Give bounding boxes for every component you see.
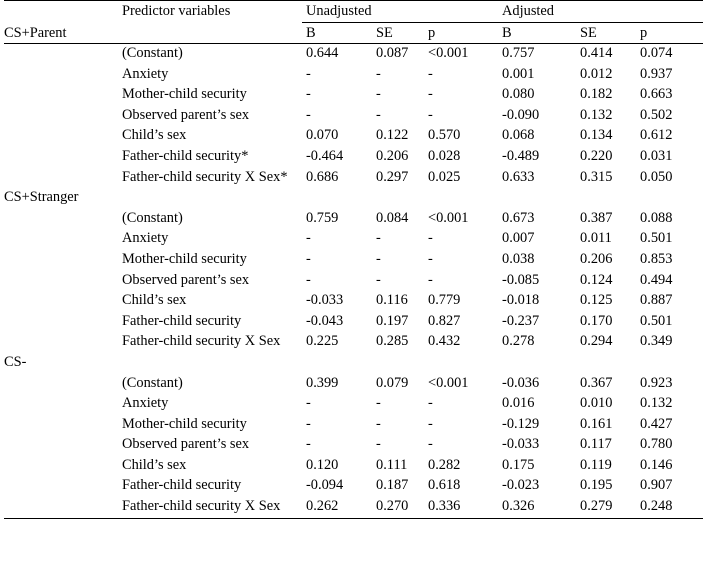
cell-unadjusted-p: <0.001 <box>428 374 469 391</box>
table-row <box>4 250 703 271</box>
group-spacer-cell <box>4 147 118 168</box>
cell-unadjusted-b: -0.094 <box>306 477 344 494</box>
cell-adjusted-b: -0.036 <box>502 374 540 391</box>
header-adjusted-b: B <box>498 23 576 44</box>
cell-predictor: (Constant) <box>122 374 183 391</box>
cell-unadjusted-b: -0.033 <box>306 292 344 309</box>
cell-unadjusted-se: 0.270 <box>376 498 409 515</box>
cell-predictor: Father-child security X Sex* <box>122 168 288 185</box>
cell-unadjusted-se: - <box>376 250 381 267</box>
cell-unadjusted-p: 0.336 <box>428 498 461 515</box>
cell-adjusted-p: 0.501 <box>640 230 673 247</box>
cell-adjusted-b: 0.673 <box>502 209 535 226</box>
cell-unadjusted-b: -0.043 <box>306 312 344 329</box>
cell-predictor: Observed parent’s sex <box>122 436 250 453</box>
cell-unadjusted-p: - <box>428 436 433 453</box>
cell-predictor: Anxiety <box>122 230 169 247</box>
cell-adjusted-se: 0.134 <box>580 127 613 144</box>
empty-cell <box>118 188 302 209</box>
cell-adjusted-se: 0.367 <box>580 374 613 391</box>
header-unadjusted-p: p <box>424 23 498 44</box>
cell-unadjusted-b: - <box>306 65 311 82</box>
cell-unadjusted-se: 0.122 <box>376 127 409 144</box>
cell-unadjusted-p: - <box>428 415 433 432</box>
empty-cell <box>302 188 372 209</box>
table-row <box>4 332 703 353</box>
cell-adjusted-se: 0.170 <box>580 312 613 329</box>
cell-predictor: Observed parent’s sex <box>122 271 250 288</box>
group-spacer-cell <box>4 456 118 477</box>
cell-adjusted-p: 0.501 <box>640 312 673 329</box>
table-row <box>4 85 703 106</box>
cell-adjusted-b: -0.090 <box>502 106 540 123</box>
table-row <box>4 126 703 147</box>
cell-adjusted-p: 0.907 <box>640 477 673 494</box>
cell-adjusted-p: 0.612 <box>640 127 673 144</box>
cell-unadjusted-se: - <box>376 395 381 412</box>
cell-unadjusted-p: 0.432 <box>428 333 461 350</box>
cell-adjusted-b: -0.085 <box>502 271 540 288</box>
cell-adjusted-se: 0.125 <box>580 292 613 309</box>
table-row <box>4 147 703 168</box>
cell-adjusted-se: 0.206 <box>580 250 613 267</box>
empty-cell <box>636 188 703 209</box>
cell-adjusted-p: 0.031 <box>640 147 673 164</box>
table-row <box>4 374 703 395</box>
cell-unadjusted-p: <0.001 <box>428 209 469 226</box>
group-spacer-cell <box>4 415 118 436</box>
cell-adjusted-se: 0.132 <box>580 106 613 123</box>
cell-unadjusted-se: - <box>376 106 381 123</box>
group-spacer-cell <box>4 332 118 353</box>
group-spacer-cell <box>4 65 118 86</box>
cell-predictor: (Constant) <box>122 209 183 226</box>
cell-adjusted-b: 0.016 <box>502 395 535 412</box>
cell-predictor: Observed parent’s sex <box>122 106 250 123</box>
cell-adjusted-se: 0.011 <box>580 230 612 247</box>
cell-unadjusted-se: - <box>376 271 381 288</box>
group-spacer-cell <box>4 497 118 518</box>
cell-predictor: Father-child security <box>122 477 242 494</box>
cell-unadjusted-b: - <box>306 86 311 103</box>
cell-unadjusted-p: - <box>428 106 433 123</box>
cell-unadjusted-b: 0.120 <box>306 456 339 473</box>
cell-unadjusted-b: - <box>306 395 311 412</box>
cell-unadjusted-p: - <box>428 65 433 82</box>
empty-cell <box>636 353 703 374</box>
cell-predictor: Child’s sex <box>122 292 187 309</box>
cell-unadjusted-b: 0.759 <box>306 209 339 226</box>
cell-predictor: Mother-child security <box>122 86 247 103</box>
empty-cell <box>424 188 498 209</box>
table-row <box>4 312 703 333</box>
group-label-row <box>4 353 703 374</box>
cell-unadjusted-se: 0.187 <box>376 477 409 494</box>
cell-adjusted-b: 0.038 <box>502 250 535 267</box>
header-unadjusted-se: SE <box>372 23 424 44</box>
cell-unadjusted-b: - <box>306 436 311 453</box>
cell-predictor: Father-child security* <box>122 147 249 164</box>
empty-cell <box>118 353 302 374</box>
group-spacer-cell <box>4 126 118 147</box>
cell-unadjusted-b: - <box>306 271 311 288</box>
cell-adjusted-p: 0.427 <box>640 415 673 432</box>
cell-unadjusted-se: - <box>376 230 381 247</box>
cell-adjusted-se: 0.387 <box>580 209 613 226</box>
header-row-top <box>4 1 703 23</box>
cell-unadjusted-p: - <box>428 395 433 412</box>
cell-predictor: Anxiety <box>122 395 169 412</box>
empty-cell <box>576 188 636 209</box>
group-spacer-cell <box>4 435 118 456</box>
cell-unadjusted-p: - <box>428 271 433 288</box>
cell-adjusted-se: 0.182 <box>580 86 613 103</box>
cell-predictor: Mother-child security <box>122 250 247 267</box>
cell-unadjusted-se: 0.116 <box>376 292 408 309</box>
cell-unadjusted-b: - <box>306 230 311 247</box>
cell-adjusted-b: -0.489 <box>502 147 540 164</box>
group-spacer-cell <box>4 312 118 333</box>
cell-unadjusted-b: - <box>306 250 311 267</box>
cell-unadjusted-p: - <box>428 250 433 267</box>
group-spacer-cell <box>4 394 118 415</box>
cell-unadjusted-p: 0.025 <box>428 168 461 185</box>
cell-predictor: (Constant) <box>122 45 183 61</box>
table-row <box>4 229 703 250</box>
table-row <box>4 435 703 456</box>
cell-unadjusted-p: 0.618 <box>428 477 461 494</box>
table-row <box>4 106 703 127</box>
cell-adjusted-p: 0.146 <box>640 456 673 473</box>
group-spacer-cell <box>4 209 118 230</box>
cell-predictor: Child’s sex <box>122 456 187 473</box>
empty-cell <box>498 188 576 209</box>
cell-unadjusted-se: - <box>376 436 381 453</box>
cell-adjusted-p: 0.088 <box>640 209 673 226</box>
group-spacer-cell <box>4 374 118 395</box>
cell-adjusted-p: 0.132 <box>640 395 673 412</box>
cell-adjusted-se: 0.161 <box>580 415 613 432</box>
cell-adjusted-p: 0.074 <box>640 45 673 61</box>
table-row <box>4 394 703 415</box>
cell-adjusted-p: 0.494 <box>640 271 673 288</box>
cell-adjusted-p: 0.050 <box>640 168 673 185</box>
table-body <box>4 1 703 519</box>
header-adjusted-p: p <box>636 23 703 44</box>
cell-adjusted-b: 0.326 <box>502 498 535 515</box>
cell-unadjusted-se: 0.206 <box>376 147 409 164</box>
group-spacer-cell <box>4 476 118 497</box>
cell-adjusted-se: 0.012 <box>580 65 613 82</box>
empty-cell <box>302 353 372 374</box>
cell-adjusted-se: 0.195 <box>580 477 613 494</box>
empty-cell <box>498 353 576 374</box>
cell-adjusted-p: 0.349 <box>640 333 673 350</box>
cell-unadjusted-p: 0.827 <box>428 312 461 329</box>
group-spacer-cell <box>4 44 118 65</box>
cell-unadjusted-b: - <box>306 106 311 123</box>
group-spacer-cell <box>4 168 118 189</box>
cell-adjusted-b: 0.080 <box>502 86 535 103</box>
cell-unadjusted-p: 0.779 <box>428 292 461 309</box>
empty-cell <box>372 188 424 209</box>
cell-unadjusted-p: 0.028 <box>428 147 461 164</box>
cell-adjusted-b: -0.237 <box>502 312 540 329</box>
table-row <box>4 65 703 86</box>
header-unadjusted-b: B <box>302 23 372 44</box>
cell-unadjusted-b: 0.262 <box>306 498 339 515</box>
cell-adjusted-b: -0.018 <box>502 292 540 309</box>
cell-adjusted-b: 0.633 <box>502 168 535 185</box>
header-adjusted: Adjusted <box>498 1 703 23</box>
cell-adjusted-se: 0.010 <box>580 395 613 412</box>
cell-adjusted-b: 0.068 <box>502 127 535 144</box>
cell-adjusted-se: 0.117 <box>580 436 612 453</box>
table-row <box>4 44 703 65</box>
table-row <box>4 291 703 312</box>
cell-adjusted-p: 0.502 <box>640 106 673 123</box>
header-predictor-variables: Predictor variables <box>122 3 231 19</box>
cell-adjusted-se: 0.294 <box>580 333 613 350</box>
cell-unadjusted-b: -0.464 <box>306 147 344 164</box>
regression-table <box>4 0 703 519</box>
cell-adjusted-b: 0.278 <box>502 333 535 350</box>
cell-adjusted-se: 0.124 <box>580 271 613 288</box>
cell-unadjusted-se: 0.111 <box>376 456 408 473</box>
cell-unadjusted-p: - <box>428 230 433 247</box>
table-row <box>4 271 703 292</box>
cell-predictor: Anxiety <box>122 65 169 82</box>
cell-adjusted-p: 0.887 <box>640 292 673 309</box>
cell-adjusted-b: 0.007 <box>502 230 535 247</box>
cell-unadjusted-b: 0.070 <box>306 127 339 144</box>
cell-unadjusted-se: 0.285 <box>376 333 409 350</box>
cell-adjusted-p: 0.780 <box>640 436 673 453</box>
cell-adjusted-b: -0.033 <box>502 436 540 453</box>
header-row-sub <box>4 23 703 44</box>
table-row <box>4 456 703 477</box>
cell-adjusted-b: 0.757 <box>502 45 535 61</box>
cell-unadjusted-se: - <box>376 86 381 103</box>
empty-cell <box>372 353 424 374</box>
table-row <box>4 476 703 497</box>
group-spacer-cell <box>4 291 118 312</box>
group-label: CS- <box>4 353 27 370</box>
cell-unadjusted-p: 0.570 <box>428 127 461 144</box>
cell-adjusted-p: 0.663 <box>640 86 673 103</box>
cell-adjusted-se: 0.279 <box>580 498 613 515</box>
cell-unadjusted-se: 0.297 <box>376 168 409 185</box>
group-label: CS+Stranger <box>4 189 79 206</box>
cell-adjusted-p: 0.853 <box>640 250 673 267</box>
group-spacer-cell <box>4 271 118 292</box>
group-spacer-cell <box>4 85 118 106</box>
cell-adjusted-b: -0.023 <box>502 477 540 494</box>
cell-predictor: Father-child security <box>122 312 242 329</box>
cell-adjusted-p: 0.937 <box>640 65 673 82</box>
header-unadjusted: Unadjusted <box>302 1 498 23</box>
cell-unadjusted-p: - <box>428 86 433 103</box>
cell-unadjusted-se: - <box>376 415 381 432</box>
cell-unadjusted-b: 0.399 <box>306 374 339 391</box>
header-first-group-label: CS+Parent <box>4 24 67 41</box>
cell-unadjusted-p: <0.001 <box>428 45 469 61</box>
header-empty-cell <box>118 23 302 44</box>
cell-adjusted-p: 0.248 <box>640 498 673 515</box>
cell-adjusted-b: 0.001 <box>502 65 535 82</box>
group-spacer-cell <box>4 229 118 250</box>
cell-predictor: Mother-child security <box>122 415 247 432</box>
group-spacer-cell <box>4 250 118 271</box>
group-label-row <box>4 188 703 209</box>
cell-predictor: Father-child security X Sex <box>122 498 281 515</box>
table-row <box>4 415 703 436</box>
table-row <box>4 168 703 189</box>
cell-unadjusted-se: 0.079 <box>376 374 409 391</box>
cell-adjusted-b: -0.129 <box>502 415 540 432</box>
table-row <box>4 497 703 518</box>
group-spacer-cell <box>4 106 118 127</box>
cell-unadjusted-b: 0.225 <box>306 333 339 350</box>
cell-unadjusted-b: - <box>306 415 311 432</box>
cell-adjusted-se: 0.315 <box>580 168 613 185</box>
cell-adjusted-se: 0.119 <box>580 456 612 473</box>
cell-predictor: Child’s sex <box>122 127 187 144</box>
cell-unadjusted-p: 0.282 <box>428 456 461 473</box>
header-adjusted-se: SE <box>576 23 636 44</box>
cell-unadjusted-se: 0.084 <box>376 209 409 226</box>
table-row <box>4 209 703 230</box>
cell-unadjusted-se: 0.087 <box>376 45 409 61</box>
cell-unadjusted-se: 0.197 <box>376 312 409 329</box>
cell-adjusted-b: 0.175 <box>502 456 535 473</box>
cell-adjusted-p: 0.923 <box>640 374 673 391</box>
empty-cell <box>576 353 636 374</box>
header-empty-cell <box>4 1 118 23</box>
cell-adjusted-se: 0.414 <box>580 45 613 61</box>
cell-unadjusted-b: 0.644 <box>306 45 339 61</box>
cell-adjusted-se: 0.220 <box>580 147 613 164</box>
empty-cell <box>424 353 498 374</box>
cell-unadjusted-se: - <box>376 65 381 82</box>
cell-predictor: Father-child security X Sex <box>122 333 281 350</box>
cell-unadjusted-b: 0.686 <box>306 168 339 185</box>
